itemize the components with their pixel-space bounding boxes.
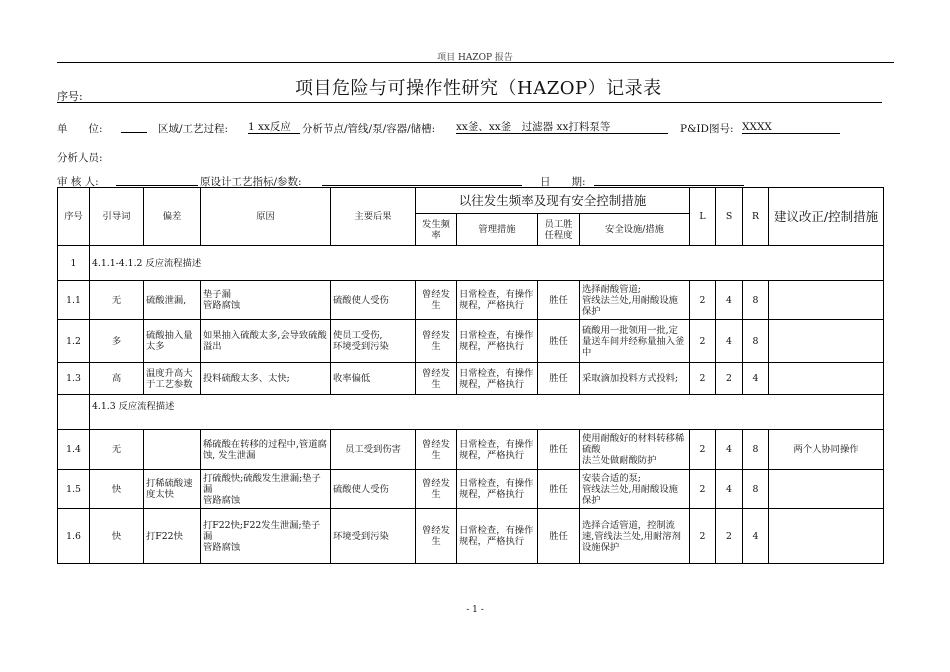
- pid-value: XXXX: [742, 121, 840, 134]
- table-row: [58, 363, 884, 395]
- reviewer-label: 审 核 人:: [57, 176, 99, 188]
- section-row: [58, 395, 884, 430]
- page-title: 项目危险与可操作性研究（HAZOP）记录表: [295, 78, 662, 99]
- row-number: 1.6: [58, 509, 90, 564]
- row-management: 日常检查，有操作规程，严格执行: [457, 363, 538, 395]
- row-competence: 胜任: [538, 320, 580, 363]
- row-safety: 选择合适管道，控制流速,管线法兰处,用耐溶剂设施保护: [580, 509, 690, 564]
- unit-label: 单 位:: [57, 123, 103, 135]
- row-frequency: 曾经发生: [416, 281, 457, 320]
- hazop-table: [57, 187, 884, 564]
- unit-field: [121, 132, 147, 133]
- table-row: [58, 470, 884, 509]
- table-row: [58, 430, 884, 470]
- row-consequence: 使员工受伤, 环境受到污染: [331, 320, 416, 363]
- row-competence: 胜任: [538, 509, 580, 564]
- row-recommendation: [769, 363, 884, 395]
- row-s: 4: [716, 281, 743, 320]
- row-frequency: 曾经发生: [416, 430, 457, 470]
- row-guideword: 多: [90, 320, 144, 363]
- row-consequence: 硫酸使人受伤: [331, 281, 416, 320]
- row-r: 8: [743, 430, 769, 470]
- row-frequency: 曾经发生: [416, 363, 457, 395]
- row-cause: 打硫酸快;硫酸发生泄漏;垫子漏 管路腐蚀: [201, 470, 331, 509]
- row-cause: 打F22快;F22发生泄漏;垫子漏 管路腐蚀: [201, 509, 331, 564]
- row-r: 8: [743, 281, 769, 320]
- row-number: 1.4: [58, 430, 90, 470]
- row-competence: 胜任: [538, 470, 580, 509]
- row-cause: 如果抽入硫酸太多,会导致硫酸溢出: [201, 320, 331, 363]
- row-safety: 使用耐酸好的材料转移稀硫酸 法兰处做耐酸防护: [580, 430, 690, 470]
- row-number: 1.2: [58, 320, 90, 363]
- row-cause: 投料硫酸太多、太快;: [201, 363, 331, 395]
- header-rule: [57, 62, 894, 63]
- row-l: 2: [690, 470, 716, 509]
- header-r: R: [743, 188, 769, 246]
- node-label: 分析节点/管线/泵/容器/储槽:: [302, 123, 436, 135]
- row-l: 2: [690, 430, 716, 470]
- row-recommendation: 两个人协同操作: [769, 430, 884, 470]
- row-s: 4: [716, 470, 743, 509]
- row-guideword: 高: [90, 363, 144, 395]
- row-guideword: 快: [90, 509, 144, 564]
- design-label: 原设计工艺指标/参数:: [200, 176, 302, 188]
- row-s: 2: [716, 509, 743, 564]
- row-r: 8: [743, 470, 769, 509]
- row-deviation: 打F22快: [144, 509, 201, 564]
- design-field: [322, 185, 522, 186]
- row-management: 日常检查，有操作规程，严格执行: [457, 509, 538, 564]
- title-rule: [57, 102, 882, 103]
- header-group: 以往发生频率及现有安全控制措施: [416, 188, 690, 214]
- page-header: 项目 HAZOP 报告: [437, 53, 513, 63]
- row-consequence: 员工受到伤害: [331, 430, 416, 470]
- page-number: - 1 -: [466, 605, 484, 615]
- section-row: [58, 246, 884, 281]
- section-number: 1: [58, 246, 90, 281]
- row-l: 2: [690, 509, 716, 564]
- row-competence: 胜任: [538, 281, 580, 320]
- header-competence: 员工胜任程度: [538, 214, 580, 246]
- row-frequency: 曾经发生: [416, 509, 457, 564]
- row-s: 4: [716, 320, 743, 363]
- row-frequency: 曾经发生: [416, 320, 457, 363]
- row-l: 2: [690, 281, 716, 320]
- area-label: 区域/工艺过程:: [158, 123, 229, 135]
- row-management: 日常检查，有操作规程，严格执行: [457, 281, 538, 320]
- row-r: 4: [743, 363, 769, 395]
- row-recommendation: [769, 470, 884, 509]
- row-consequence: 环境受到污染: [331, 509, 416, 564]
- row-guideword: 快: [90, 470, 144, 509]
- row-competence: 胜任: [538, 430, 580, 470]
- row-number: 1.1: [58, 281, 90, 320]
- row-r: 8: [743, 320, 769, 363]
- row-guideword: 无: [90, 281, 144, 320]
- row-safety: 硫酸用一批领用一批,定量送车间并经称量抽入釜中: [580, 320, 690, 363]
- section-title: 4.1.1-4.1.2 反应流程描述: [90, 246, 884, 281]
- row-cause: 稀硫酸在转移的过程中,管道腐蚀, 发生泄漏: [201, 430, 331, 470]
- row-management: 日常检查，有操作规程，严格执行: [457, 470, 538, 509]
- header-frequency: 发生频率: [416, 214, 457, 246]
- table-row: [58, 320, 884, 363]
- row-recommendation: [769, 509, 884, 564]
- reviewer-field: [116, 185, 198, 186]
- row-number: 1.5: [58, 470, 90, 509]
- row-l: 2: [690, 320, 716, 363]
- row-deviation: 硫酸抽入量太多: [144, 320, 201, 363]
- row-s: 4: [716, 430, 743, 470]
- row-deviation: 硫酸泄漏,: [144, 281, 201, 320]
- pid-label: P&ID图号:: [680, 123, 734, 135]
- row-safety: 选择耐酸管道; 管线法兰处,用耐酸设施保护: [580, 281, 690, 320]
- serial-label: 序号:: [57, 90, 83, 103]
- section-number: [58, 395, 90, 430]
- header-management: 管理措施: [457, 214, 538, 246]
- header-serial: 序号: [58, 188, 90, 246]
- row-guideword: 无: [90, 430, 144, 470]
- header-cause: 原因: [201, 188, 331, 246]
- analyst-label: 分析人员:: [57, 152, 103, 164]
- row-management: 日常检查，有操作规程，严格执行: [457, 430, 538, 470]
- row-deviation: 温度升高大于工艺参数: [144, 363, 201, 395]
- row-consequence: 硫酸使人受伤: [331, 470, 416, 509]
- node-value: xx釜、xx釜 过滤器 xx打料泵等: [456, 121, 668, 134]
- header-guideword: 引导词: [90, 188, 144, 246]
- header-consequence: 主要后果: [331, 188, 416, 246]
- row-safety: 安装合适的泵; 管线法兰处,用耐酸设施保护: [580, 470, 690, 509]
- row-frequency: 曾经发生: [416, 470, 457, 509]
- header-l: L: [690, 188, 716, 246]
- section-title: 4.1.3 反应流程描述: [90, 395, 884, 430]
- header-deviation: 偏差: [144, 188, 201, 246]
- row-l: 2: [690, 363, 716, 395]
- row-competence: 胜任: [538, 363, 580, 395]
- table-row: [58, 281, 884, 320]
- row-s: 2: [716, 363, 743, 395]
- area-value: 1 xx反应: [248, 121, 300, 134]
- row-deviation: [144, 430, 201, 470]
- table-row: [58, 509, 884, 564]
- row-deviation: 打稀硫酸速度太快: [144, 470, 201, 509]
- row-consequence: 收率偏低: [331, 363, 416, 395]
- date-field: [594, 185, 744, 186]
- header-recommendation: 建议改正/控制措施: [769, 188, 884, 246]
- row-recommendation: [769, 320, 884, 363]
- row-safety: 采取滴加投料方式投料;: [580, 363, 690, 395]
- row-r: 4: [743, 509, 769, 564]
- row-number: 1.3: [58, 363, 90, 395]
- date-label: 日 期:: [540, 176, 586, 188]
- header-s: S: [716, 188, 743, 246]
- row-cause: 垫子漏 管路腐蚀: [201, 281, 331, 320]
- row-recommendation: [769, 281, 884, 320]
- header-safety: 安全设施/措施: [580, 214, 690, 246]
- row-management: 日常检查，有操作规程，严格执行: [457, 320, 538, 363]
